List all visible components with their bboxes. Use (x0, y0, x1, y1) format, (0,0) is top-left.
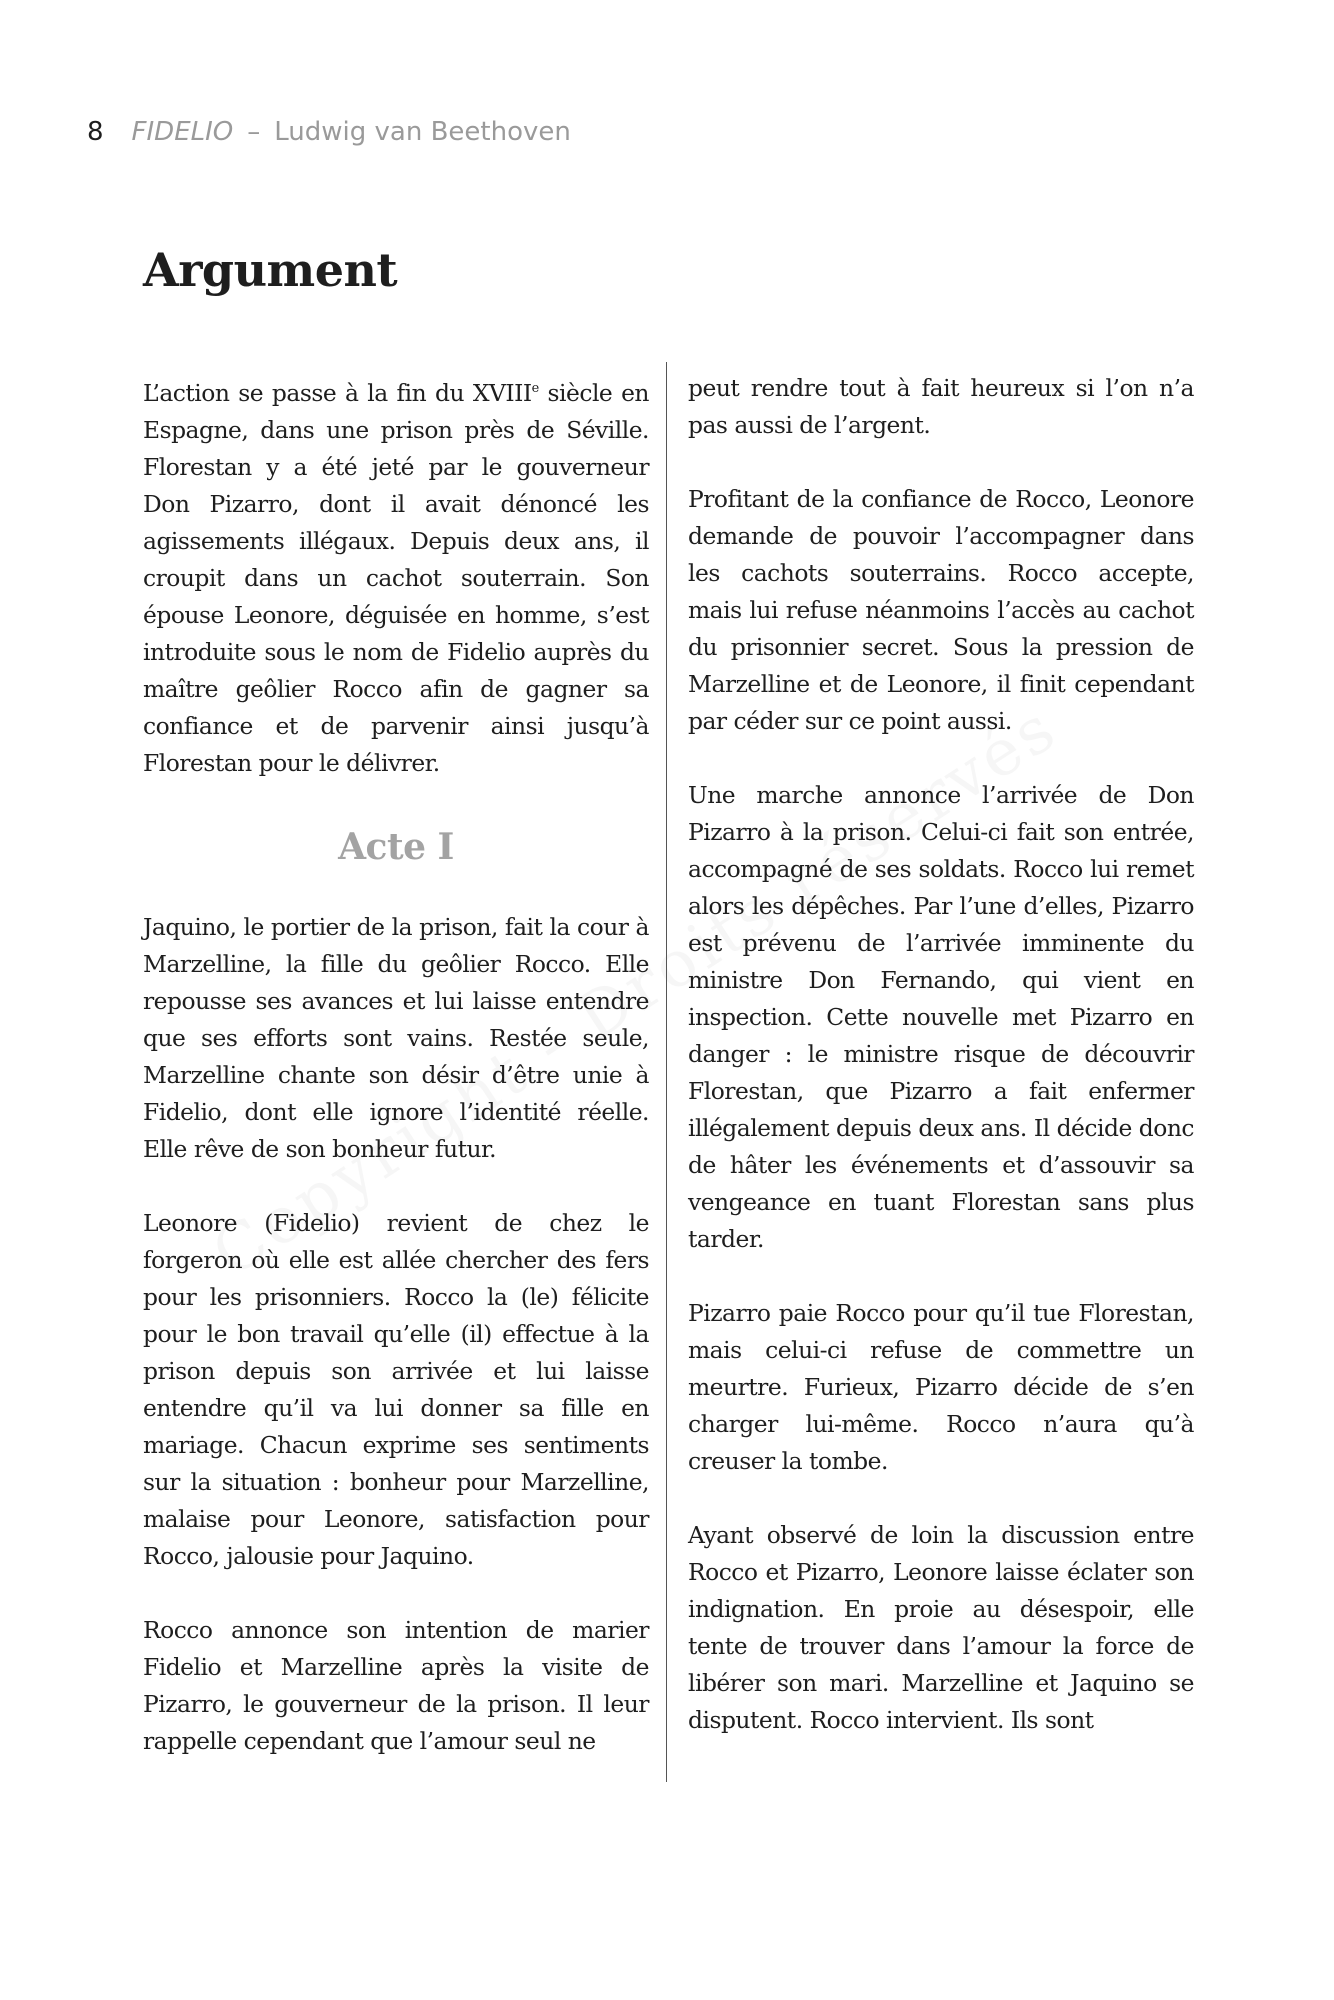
page-title: Argument (143, 243, 398, 297)
composer-name: Ludwig van Beethoven (274, 117, 571, 147)
paragraph: Pizarro paie Rocco pour qu’il tue Florestan, mais celui-ci refuse de commettre un meurtre. Furieux, Pizarro décide de s’en charger lui-même. Rocco n’aura qu’à creuser la tombe. (688, 1299, 1194, 1475)
section-heading-acte-1: Acte I (338, 825, 454, 868)
running-header (87, 116, 571, 148)
paragraph: Une marche annonce l’arrivée de Don Pizarro à la prison. Celui-ci fait son entrée, accompagné de ses soldats. Rocco lui remet alors les dépêches. Par l’une d’elles, Pizarro est prévenu de l’arrivée imminente du ministre Don Fernando, qui vient en inspection. Cette nouvelle met Pizarro en danger : le ministre risque de découvrir Florestan, que Pizarro a fait enfermer illégalement depuis deux ans. Il décide donc de hâter les événements et d’assouvir sa vengeance en tuant Florestan sans plus tarder. (688, 781, 1194, 1253)
page-number: 8 (87, 117, 104, 147)
work-title: FIDELIO (131, 117, 234, 147)
paragraph: Profitant de la confiance de Rocco, Leonore demande de pouvoir l’accompagner dans les cachots souterrains. Rocco accepte, mais lui refuse néanmoins l’accès au cachot du prisonnier secret. Sous la pression de Marzelline et de Leonore, il finit cependant par céder sur ce point aussi. (688, 485, 1194, 735)
paragraph: peut rendre tout à fait heureux si l’on n’a pas aussi de l’argent. (688, 374, 1194, 439)
paragraph: Rocco annonce son intention de marier Fidelio et Marzelline après la visite de Pizarro, le gouverneur de la prison. Il leur rappelle cependant que l’amour seul ne (143, 1615, 649, 1755)
paragraph: Leonore (Fidelio) revient de chez le forgeron où elle est allée chercher des fers pour les prisonniers. Rocco la (le) félicite pour le bon travail qu’elle (il) effectue à la prison depuis son arrivée et lui laisse entendre qu’il va lui donner sa fille en mariage. Chacun exprime ses sentiments sur la situation : bonheur pour Marzelline, malaise pour Leonore, satisfaction pour Rocco, jalousie pour Jaquino. (143, 1208, 649, 1570)
left-column (143, 370, 649, 1760)
paragraph: Jaquino, le portier de la prison, fait la cour à Marzelline, la fille du geôlier Rocco. Elle repousse ses avances et lui laisse entendre que ses efforts sont vains. Restée seule, Marzelline chante son désir d’être unie à Fidelio, dont elle ignore l’identité réelle. Elle rêve de son bonheur futur. (143, 912, 649, 1163)
century-superscript: e (531, 381, 539, 396)
column-divider (666, 362, 667, 1782)
paragraph: Ayant observé de loin la discussion entre Rocco et Pizarro, Leonore laisse éclater son indignation. En proie au désespoir, elle tente de trouver dans l’amour la force de libérer son mari. Marzelline et Jaquino se disputent. Rocco intervient. Ils sont (688, 1521, 1194, 1734)
header-separator: – (247, 117, 261, 147)
intro-paragraph: L’action se passe à la fin du XVIIIe siècle en Espagne, dans une prison près de Séville. Florestan y a été jeté par le gouverneur Don Pizarro, dont il avait dénoncé les agissements illégaux. Depuis deux ans, il croupit dans un cachot souterrain. Son épouse Leonore, déguisée en homme, s’est introduite sous le nom de Fidelio auprès du maître geôlier Rocco afin de gagner sa confiance et de parvenir ainsi jusqu’à Florestan pour le délivrer. (143, 378, 649, 777)
right-column (688, 370, 1194, 1739)
